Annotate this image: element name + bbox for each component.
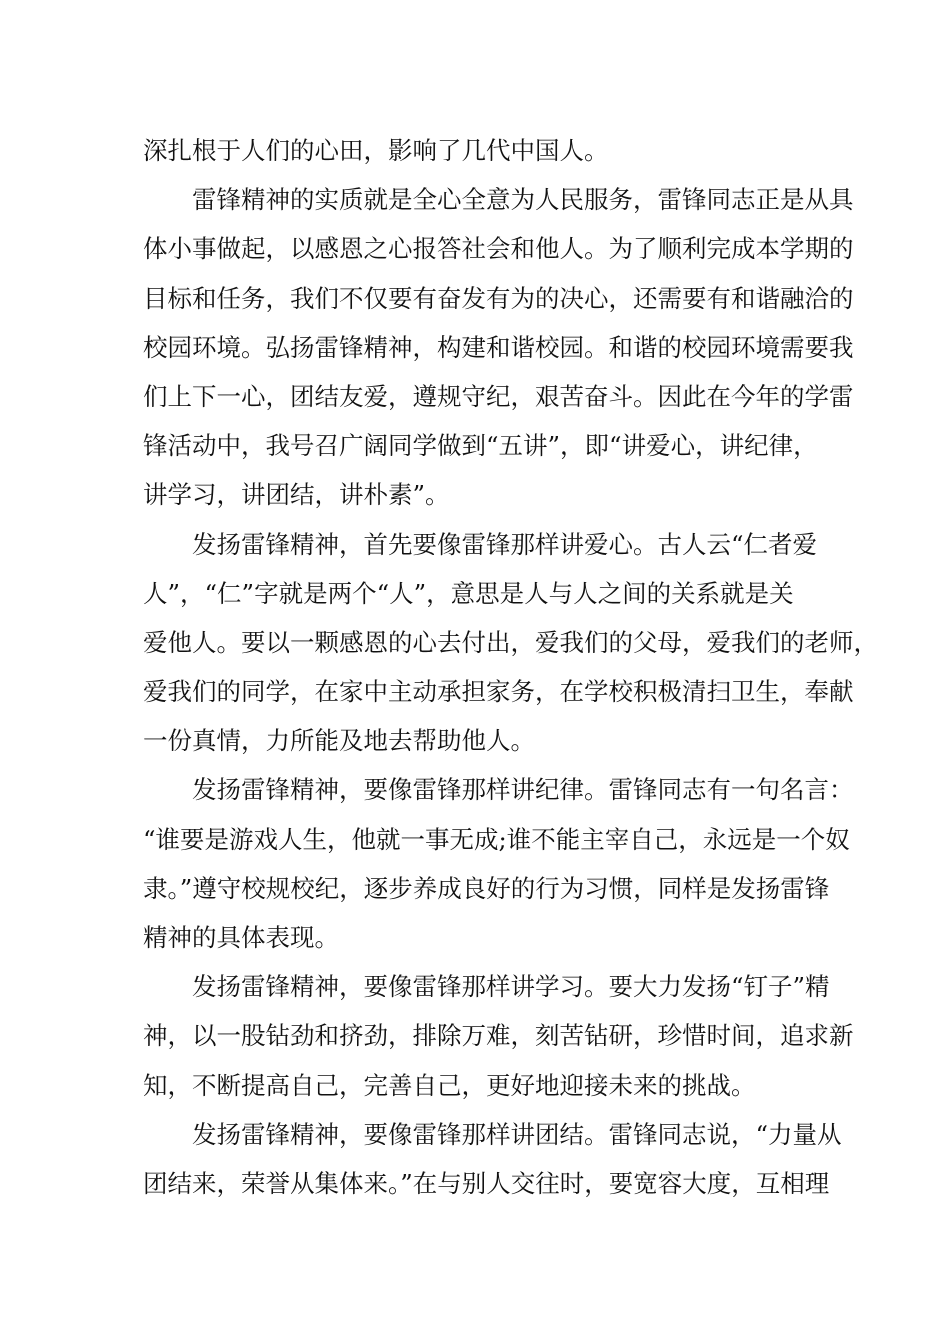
text-line: 团结来，荣誉从集体来。”在与别人交往时，要宽容大度，互相理: [143, 1168, 830, 1198]
text-line: 体小事做起，以感恩之心报答社会和他人。为了顺利完成本学期的: [143, 234, 854, 264]
text-line: 们上下一心，团结友爱，遵规守纪，艰苦奋斗。因此在今年的学雷: [143, 381, 854, 411]
text-line: 发扬雷锋精神，要像雷锋那样讲团结。雷锋同志说，“力量从: [192, 1119, 842, 1149]
text-line: 发扬雷锋精神，要像雷锋那样讲纪律。雷锋同志有一句名言：: [192, 775, 854, 805]
text-line: 人”，“仁”字就是两个“人”，意思是人与人之间的关系就是关: [143, 578, 794, 608]
text-line: 精神的具体表现。: [143, 923, 339, 952]
text-line: 爱他人。要以一颗感恩的心去付出，爱我们的父母，爱我们的老师，: [143, 627, 878, 657]
text-line: 一份真情，力所能及地去帮助他人。: [143, 726, 535, 756]
text-line: 发扬雷锋精神，首先要像雷锋那样讲爱心。古人云“仁者爱: [192, 529, 818, 559]
body-text: [143, 126, 878, 1208]
text-line: 知，不断提高自己，完善自己，更好地迎接未来的挑战。: [143, 1070, 756, 1100]
text-line: 爱我们的同学，在家中主动承担家务，在学校积极清扫卫生，奉献: [143, 677, 854, 707]
text-line: 隶。”遵守校规校纪，逐步养成良好的行为习惯，同样是发扬雷锋: [143, 873, 830, 903]
text-line: 目标和任务，我们不仅要有奋发有为的决心，还需要有和谐融洽的: [143, 283, 854, 313]
text-line: 校园环境。弘扬雷锋精神，构建和谐校园。和谐的校园环境需要我: [143, 332, 854, 362]
text-line: “谁要是游戏人生，他就一事无成;谁不能主宰自己，永远是一个奴: [143, 824, 850, 854]
text-line: 雷锋精神的实质就是全心全意为人民服务，雷锋同志正是从具: [192, 185, 854, 215]
text-line: 讲学习，讲团结，讲朴素”。: [143, 480, 450, 510]
text-line: 深扎根于人们的心田，影响了几代中国人。: [143, 136, 609, 165]
text-line: 锋活动中，我号召广阔同学做到“五讲”，即“讲爱心，讲纪律，: [143, 431, 818, 461]
text-line: 神，以一股钻劲和挤劲，排除万难，刻苦钻研，珍惜时间，追求新: [143, 1021, 854, 1051]
text-line: 发扬雷锋精神，要像雷锋那样讲学习。要大力发扬“钉子”精: [192, 972, 830, 1002]
